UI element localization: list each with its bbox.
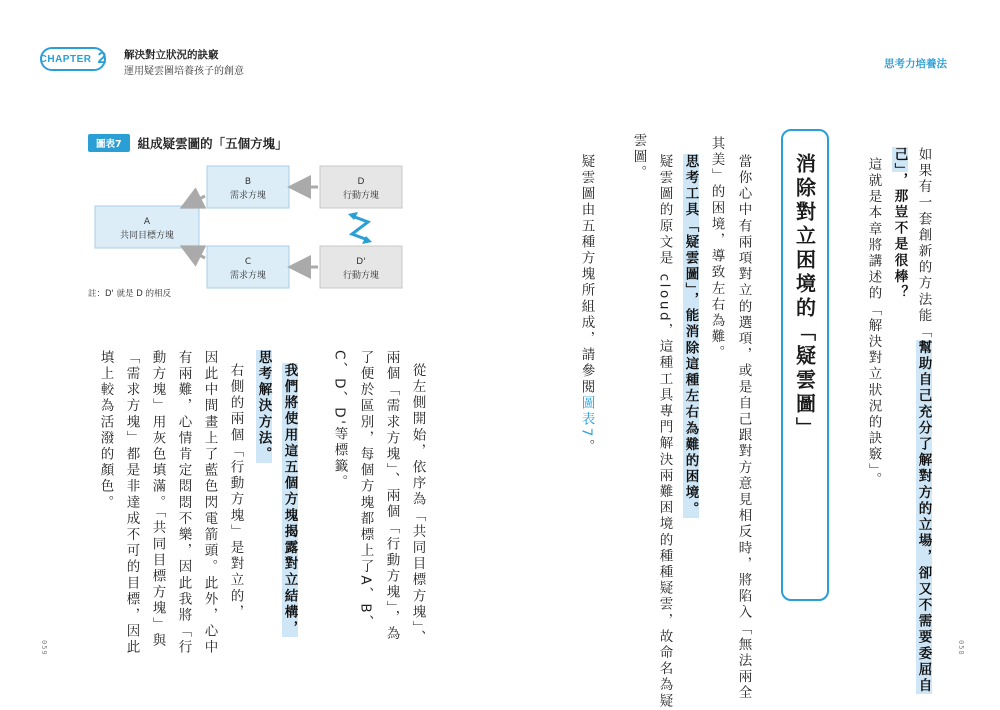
- section-heading: 消除對立困境的「疑雲圖」: [792, 153, 817, 441]
- right-col-9: [579, 154, 593, 455]
- right-col-9-pre: 疑雲圖由五種方塊所組成，請參閱: [578, 154, 595, 396]
- left-col-5-text: 我們將使用這五個方塊揭露對立結構，: [281, 363, 298, 637]
- page-number-right: 058: [957, 640, 965, 656]
- left-col-3: 了便於區別，每個方塊都標上了A、B、: [357, 350, 374, 632]
- box-c: [207, 246, 289, 288]
- box-c-letter: C: [244, 257, 252, 267]
- right-col-9-post: 。: [578, 438, 595, 455]
- figure-reference-link[interactable]: 圖表7: [578, 395, 595, 439]
- box-d-letter: D: [357, 177, 365, 187]
- section-heading-box: [781, 129, 829, 601]
- page-number-left: 059: [40, 640, 48, 656]
- cloud-diagram: [80, 160, 420, 295]
- box-d-prime-letter: D': [356, 257, 366, 267]
- box-d-prime-label: 行動方塊: [342, 271, 380, 281]
- left-col-5: [282, 363, 296, 637]
- right-col-1-bold: 幫助自己充分了解對方的立場，卻又不需要委屈自: [915, 340, 932, 695]
- right-col-7: 疑雲圖的原文是 cloud，這種工具專門解決兩難困境的種種疑雲，故命名為疑: [656, 154, 673, 710]
- left-col-2: 兩個「需求方塊」、兩個「行動方塊」，為: [383, 350, 400, 643]
- right-col-1: 如果有一套創新的方法能「幫助自己充分了解對方的立場，卻又不需要委屈自: [915, 147, 932, 695]
- chapter-number: 2: [97, 50, 107, 67]
- chapter-title: 解決對立狀況的訣竅: [124, 49, 219, 61]
- right-col-3: 這就是本章將講述的「解決對立狀況的訣竅」。: [865, 157, 882, 489]
- left-col-10: 動方塊」用灰色填滿。「共同目標方塊」與: [149, 350, 166, 650]
- box-a-letter: A: [143, 217, 151, 227]
- left-col-1: 從左側開始，依序為「共同目標方塊」、: [409, 363, 426, 647]
- box-d-prime: [320, 246, 402, 288]
- figure-caption: 組成疑雲圖的「五個方塊」: [137, 136, 288, 151]
- left-col-12: 填上較為活潑的顏色。: [97, 350, 114, 511]
- box-b: [207, 166, 289, 208]
- box-a: [95, 206, 199, 248]
- box-a-label: 共同目標方塊: [119, 231, 175, 241]
- box-b-label: 需求方塊: [229, 191, 267, 201]
- left-col-8: 因此中間畫上了藍色閃電箭頭。此外，心中: [201, 350, 218, 656]
- arrow-b-to-a: [185, 196, 205, 206]
- left-col-6: [256, 350, 270, 463]
- chapter-word: CHAPTER: [39, 53, 92, 65]
- chapter-badge: [40, 47, 106, 71]
- box-d-label: 行動方塊: [342, 191, 380, 201]
- right-col-6-text: 思考工具「疑雲圖」，能消除這種左右為難的困境。: [682, 154, 699, 518]
- lightning-arrow-icon: [348, 212, 372, 244]
- chapter-subtitle: 運用疑雲圖培養孩子的創意: [124, 66, 244, 77]
- left-col-7: 右側的兩個「行動方塊」是對立的，: [227, 363, 244, 621]
- box-d: [320, 166, 402, 208]
- left-col-4: C、D、D'等標籤。: [331, 350, 348, 491]
- arrow-c-to-a: [185, 248, 205, 258]
- right-col-4: 當你心中有兩項對立的選項，或是自己跟對方意見相反時，將陷入「無法兩全: [735, 154, 752, 702]
- right-col-6: [683, 154, 697, 518]
- left-col-9: 有兩難，心情肯定悶悶不樂，因此我將「行: [175, 350, 192, 656]
- figure-note: 註：D' 就是 D 的相反: [88, 289, 172, 299]
- right-col-5: 其美」的困境，導致左右為難。: [708, 136, 725, 362]
- box-c-label: 需求方塊: [229, 271, 267, 281]
- figure-badge: 圖表7: [88, 134, 130, 152]
- section-label: 思考力培養法: [884, 58, 947, 70]
- left-col-6-text: 思考解決方法。: [255, 350, 272, 463]
- right-col-2: 己」，那豈不是很棒？: [891, 147, 908, 302]
- figure-title: [88, 134, 288, 152]
- box-b-letter: B: [244, 177, 252, 187]
- left-col-11: 「需求方塊」都是非達成不可的目標，因此: [123, 350, 140, 656]
- right-col-8: 雲圖。: [630, 133, 647, 182]
